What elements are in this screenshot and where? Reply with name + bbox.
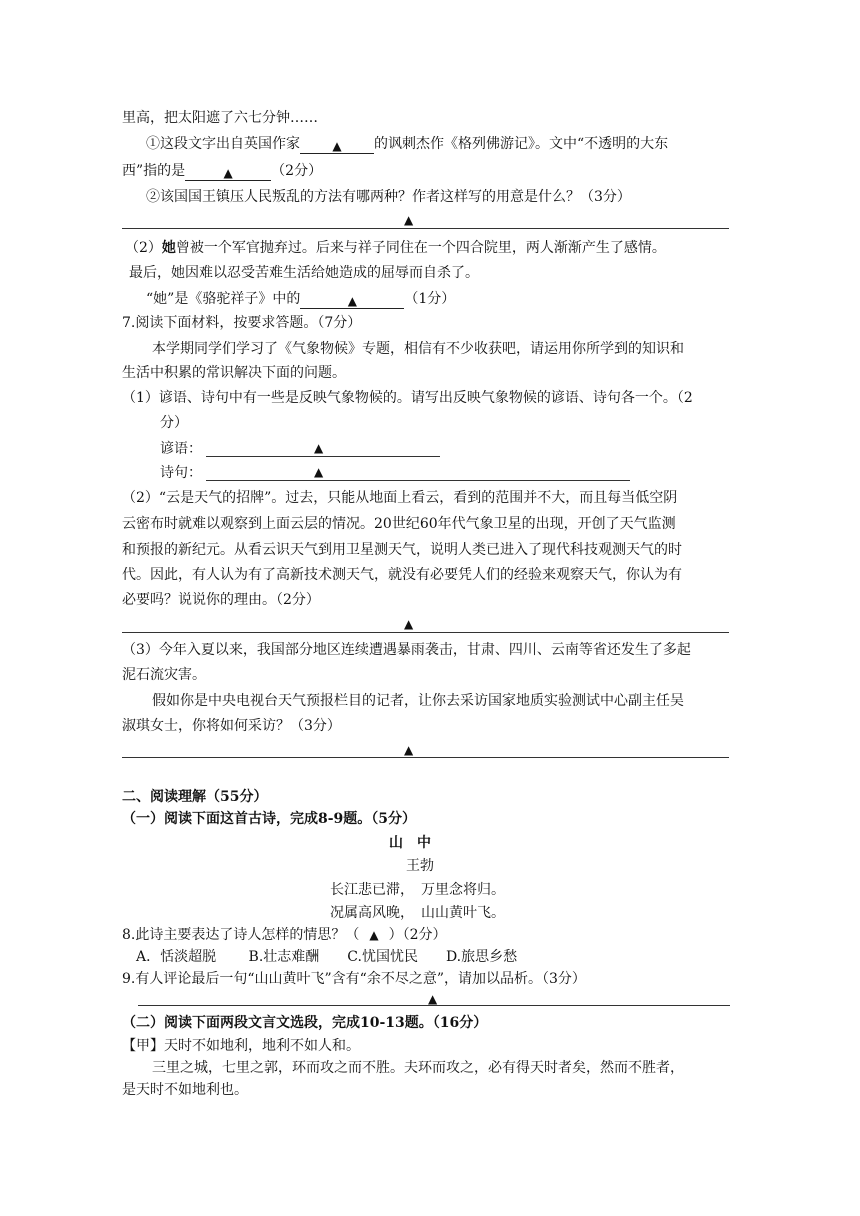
answer-mark-icon: ▲ (314, 465, 324, 479)
text-line: 假如你是中央电视台天气预报栏目的记者，让你去采访国家地质实验测试中心副主任吴 (152, 693, 684, 709)
section-heading: 二、阅读理解（55分） (122, 789, 268, 805)
text: 西”指的是 (122, 163, 186, 179)
question-line (146, 134, 668, 154)
question-line: （2）“云是天气的招牌”。过去，只能从地面上看云，看到的范围并不大，而且每当低空阴 (122, 490, 678, 506)
question-line: （3）今年入夏以来，我国部分地区连续遭遇暴雨袭击，甘肃、四川、云南等省还发生了多起 (122, 642, 691, 658)
question-line: ②该国国王镇压人民叛乱的方法有哪两种？作者这样写的用意是什么？（3分） (146, 189, 631, 205)
text-line: 和预报的新纪元。从看云识天气到用卫星测天气，说明人类已进入了现代科技观测天气的时 (122, 542, 682, 558)
answer-mark-icon: ▲ (404, 617, 414, 631)
text-line: 代。因此，有人认为有了高新技术测天气，就没有必要凭人们的经验来观察天气，你认为有 (122, 567, 682, 583)
text: 8.此诗主要表达了诗人怎样的情思？（ (122, 927, 360, 943)
answer-line[interactable] (122, 228, 729, 229)
text-line: 必要吗？说说你的理由。（2分） (122, 592, 320, 608)
question-line (122, 925, 447, 945)
question-line: （1）谚语、诗句中有一些是反映气象物候的。请写出反映气象物候的谚语、诗句各一个。（2 (122, 390, 693, 406)
text: （2） (125, 240, 162, 256)
text: （2分） (271, 163, 323, 179)
text: 曾被一个军官抛弃过。后来与祥子同住在一个四合院里，两人渐渐产生了感情。 (175, 240, 666, 256)
text: （1分） (404, 291, 456, 307)
text: ①这段文字出自英国作家 (146, 136, 300, 152)
text: ）（2分） (388, 927, 447, 943)
answer-mark-icon: ▲ (404, 743, 414, 757)
poem-author: 王勃 (406, 858, 434, 874)
text-line: 三里之城，七里之郭，环而攻之而不胜。夫环而攻之，必有得天时者矣，然而不胜者， (152, 1060, 684, 1076)
label: 诗句： (160, 465, 202, 481)
label: 谚语： (160, 441, 202, 457)
question-line (146, 289, 455, 309)
answer-mark-icon: ▲ (347, 294, 357, 308)
question-line: 9.有人评论最后一句“山山黄叶飞”含有“余不尽之意”，请加以品析。（3分） (122, 971, 586, 987)
question-heading: 7.阅读下面材料，按要求答题。（7分） (122, 315, 362, 331)
answer-line[interactable] (206, 480, 630, 481)
text-line: 里高，把太阳遮了六七分钟…… (122, 110, 318, 126)
answer-blank[interactable] (185, 163, 271, 181)
text-line: 是天时不如地利也。 (122, 1082, 248, 1098)
poem-title: 山 中 (389, 835, 431, 851)
text-line: 最后，她因难以忍受苦难生活给她造成的屈辱而自杀了。 (129, 265, 479, 281)
answer-line[interactable] (206, 456, 440, 457)
text-line: 云密布时就难以观察到上面云层的情况。20世纪60年代气象卫星的出现，开创了天气监测 (122, 516, 676, 532)
text-line: 本学期同学们学习了《气象物候》专题，相信有不少收获吧，请运用你所学到的知识和 (152, 341, 684, 357)
answer-line[interactable] (122, 757, 729, 758)
subsection-heading: （一）阅读下面这首古诗，完成8-9题。（5分） (122, 811, 417, 827)
text-line: 淑琪女士，你将如何采访？（3分） (122, 718, 341, 734)
answer-mark-icon: ▲ (404, 213, 414, 227)
text-line: 【甲】天时不如地利，地利不如人和。 (122, 1038, 360, 1054)
text: “她”是《骆驼祥子》中的 (146, 291, 301, 307)
answer-mark-icon: ▲ (223, 166, 233, 180)
text: 她 (161, 240, 176, 256)
answer-line[interactable] (122, 632, 729, 633)
text-line: 泥石流灾害。 (122, 667, 206, 683)
answer-mark-icon: ▲ (332, 139, 342, 153)
answer-blank[interactable] (300, 291, 404, 309)
answer-blank[interactable] (300, 136, 374, 154)
text-line: 分） (160, 415, 188, 431)
text: 的讽刺杰作《格列佛游记》。文中“不透明的大东 (374, 136, 669, 152)
answer-mark-icon: ▲ (314, 441, 324, 455)
question-line (122, 161, 322, 181)
subsection-heading: （二）阅读下面两段文言文选段，完成10-13题。（16分） (122, 1015, 488, 1031)
answer-mark-icon: ▲ (428, 992, 438, 1006)
answer-line[interactable] (138, 1005, 730, 1006)
poem-line: 况属高风晚， 山山黄叶飞。 (330, 905, 505, 921)
question-line (125, 238, 666, 258)
answer-mark-icon[interactable]: ▲ (369, 928, 379, 942)
options-line: A．恬淡超脱 B.壮志难酬 C.忧国忧民 D.旅思乡愁 (136, 949, 518, 965)
text-line: 生活中积累的常识解决下面的问题。 (122, 365, 346, 381)
poem-line: 长江悲已滞， 万里念将归。 (330, 882, 505, 898)
